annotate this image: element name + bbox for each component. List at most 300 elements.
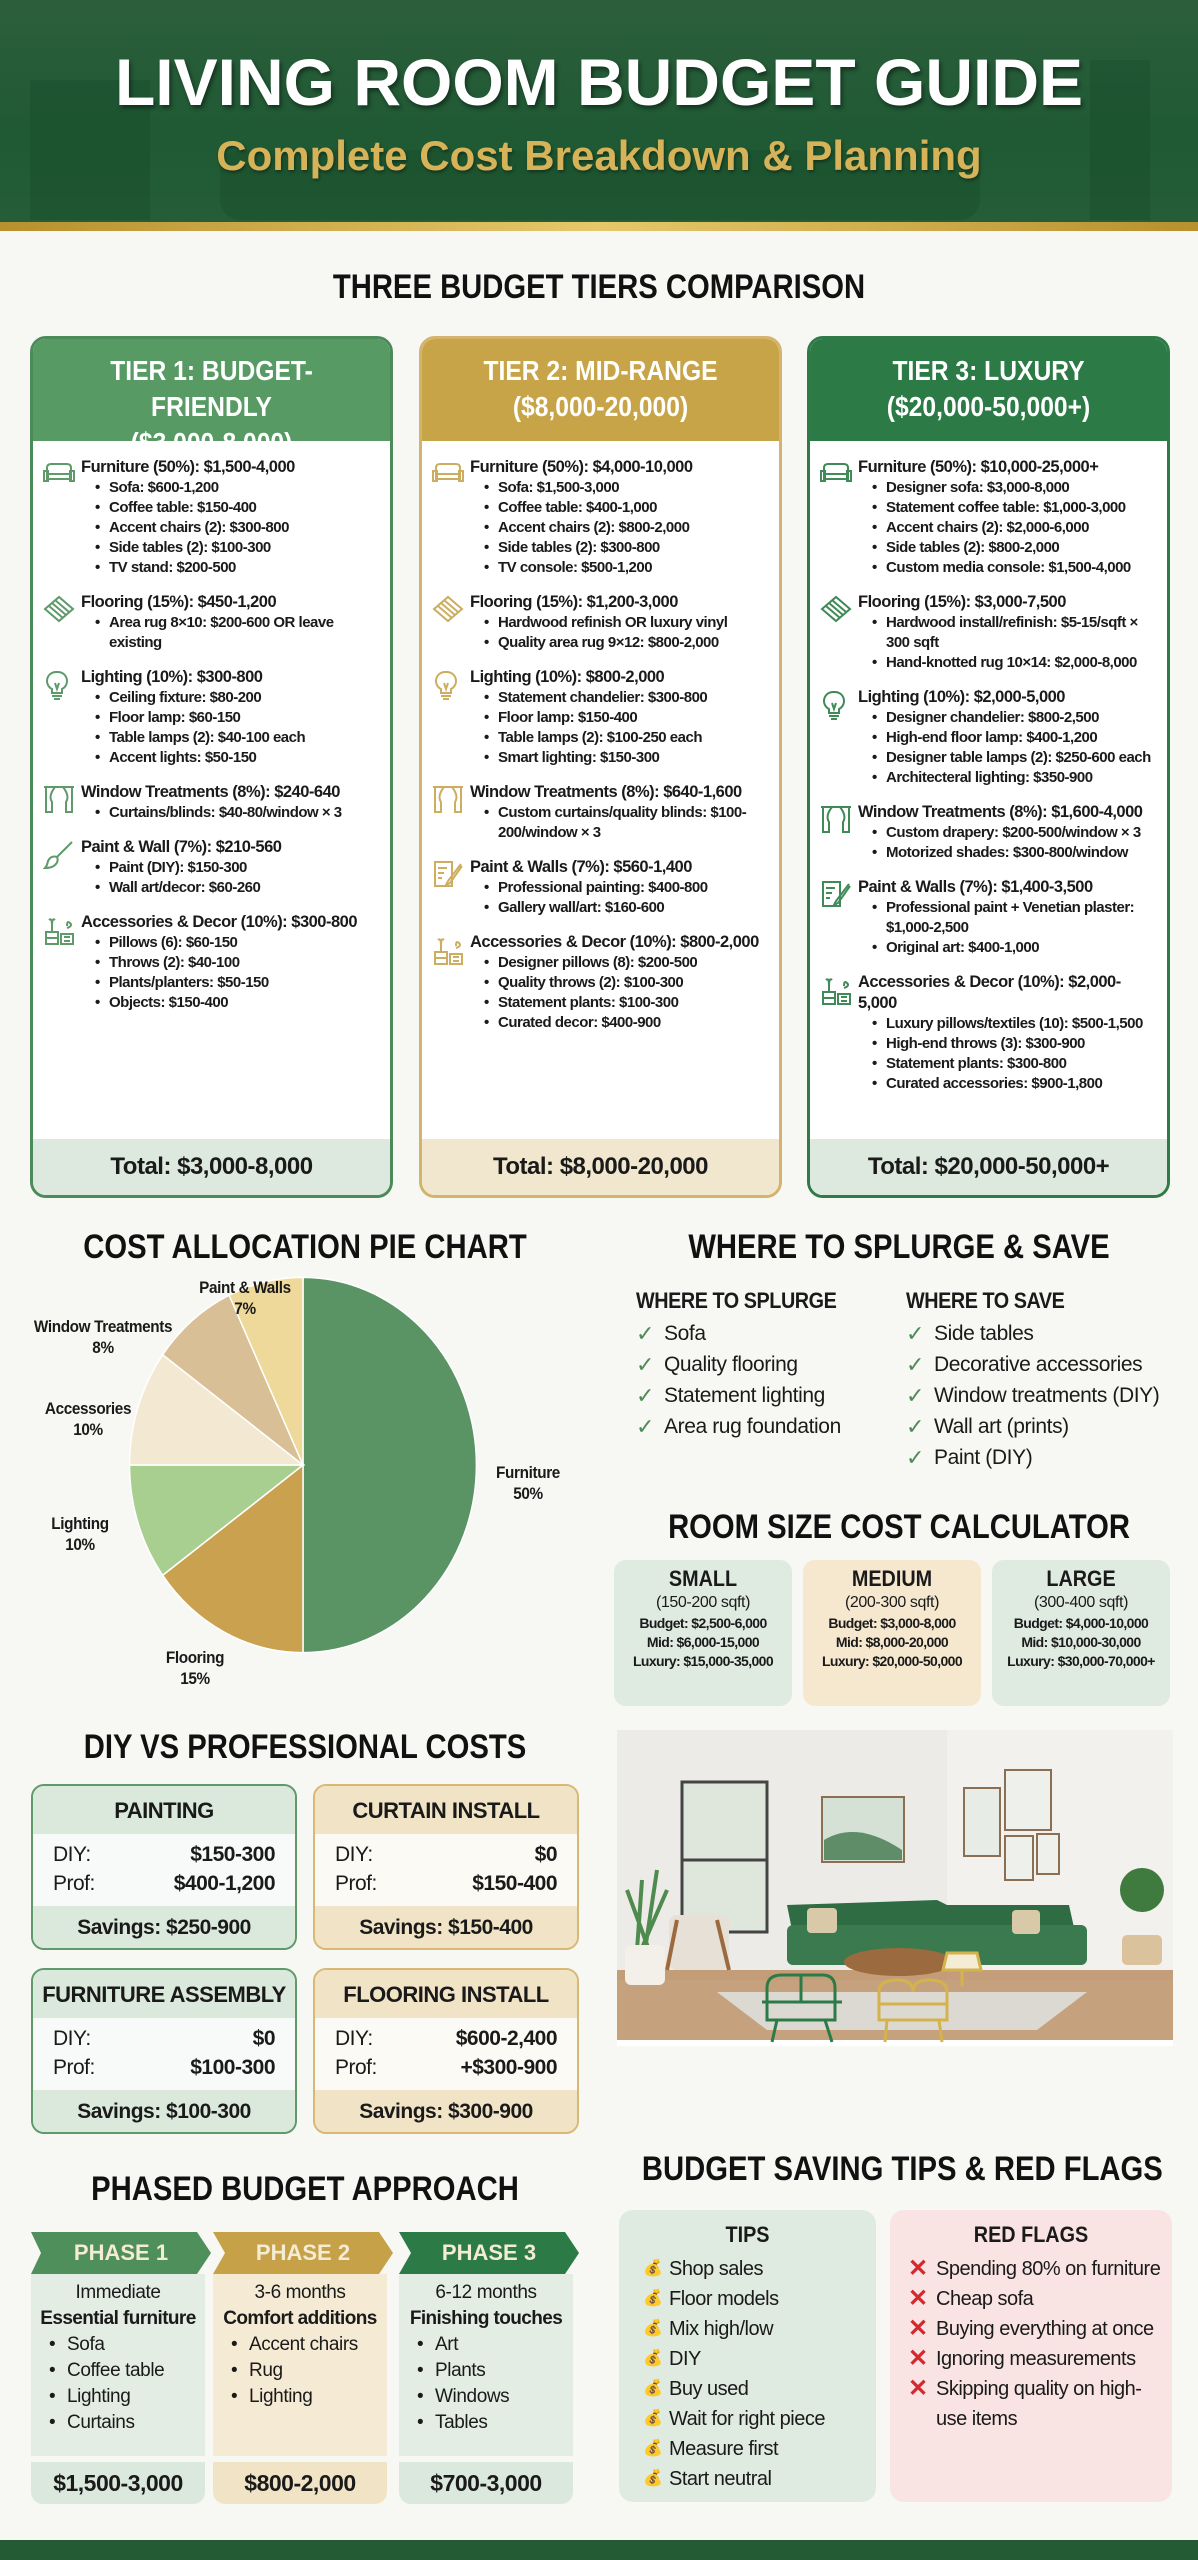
cost-allocation-pie-chart — [0, 1210, 600, 1700]
red-flag-item — [908, 2254, 1162, 2284]
category-items — [95, 803, 382, 823]
hero-banner — [0, 0, 1198, 222]
prof-cost: $100-300 — [190, 2056, 275, 2079]
diy-label: DIY: — [335, 2027, 373, 2050]
sofa-icon — [43, 457, 81, 578]
money-bag-icon: 💰 — [643, 2260, 663, 2277]
checklist-item-label: Quality flooring — [664, 1353, 798, 1376]
tip-label: Buy used — [669, 2378, 749, 2400]
diy-card-title: FLOORING INSTALL — [315, 1970, 577, 2018]
save-heading: WHERE TO SAVE — [906, 1288, 1065, 1313]
room-budget-cost: Budget: $3,000-8,000 — [828, 1615, 956, 1631]
phase-heading: Comfort additions — [223, 2308, 377, 2329]
phases-section-title: PHASED BUDGET APPROACH — [91, 2170, 519, 2208]
checklist-item — [906, 1349, 1159, 1380]
category-heading: Furniture (50%): $1,500-4,000 — [81, 458, 295, 476]
cost-category — [432, 592, 771, 653]
category-item: • Motorized shades: $300-800/window — [872, 843, 1159, 863]
phase-arrow — [399, 2232, 579, 2274]
diy-label: DIY: — [53, 1843, 91, 1866]
category-items — [872, 708, 1159, 788]
category-item: • Pillows (6): $60-150 — [95, 933, 382, 953]
phase-item: • Lighting — [231, 2384, 387, 2410]
checkmark-icon: ✓ — [636, 1414, 655, 1439]
diy-cost: $600-2,400 — [455, 2027, 557, 2050]
category-heading: Paint & Walls (7%): $1,400-3,500 — [858, 878, 1093, 896]
diy-card-title: FURNITURE ASSEMBLY — [33, 1970, 295, 2018]
category-heading: Window Treatments (8%): $240-640 — [81, 783, 340, 801]
prof-cost: $150-400 — [472, 1872, 557, 1895]
category-item: • Table lamps (2): $100-250 each — [484, 728, 771, 748]
curtains-icon — [820, 802, 858, 863]
category-heading: Accessories & Decor (10%): $2,000-5,000 — [858, 973, 1121, 1012]
category-items — [95, 613, 382, 653]
category-items — [872, 478, 1159, 578]
checklist-item-label: Window treatments (DIY) — [934, 1384, 1160, 1407]
phase-timing: 6-12 months — [435, 2282, 537, 2303]
category-item: • Designer table lamps (2): $250-600 each — [872, 748, 1159, 768]
category-item: • Quality throws (2): $100-300 — [484, 973, 771, 993]
room-size-sqft: (200-300 sqft) — [844, 1594, 939, 1611]
prof-cost-row — [53, 2053, 275, 2082]
diy-cost: $150-300 — [190, 1843, 275, 1866]
money-bag-icon: 💰 — [643, 2290, 663, 2307]
room-size-name: SMALL — [668, 1566, 738, 1591]
category-item: • Sofa: $1,500-3,000 — [484, 478, 771, 498]
phase-items — [417, 2332, 573, 2436]
cost-category — [43, 912, 382, 1013]
tier-name: TIER 1: BUDGET-FRIENDLY — [110, 355, 313, 422]
tier-header — [33, 339, 390, 458]
red-flag-label: Spending 80% on furniture — [936, 2258, 1161, 2280]
category-item: • Architecteral lighting: $350-900 — [872, 768, 1159, 788]
category-items — [872, 613, 1159, 673]
cost-category — [820, 687, 1159, 788]
checkmark-icon: ✓ — [906, 1321, 925, 1346]
category-item: • Accent chairs (2): $2,000-6,000 — [872, 518, 1159, 538]
checkmark-icon: ✓ — [906, 1352, 925, 1377]
prof-cost-row — [335, 2053, 557, 2082]
save-list — [906, 1288, 1159, 1473]
gold-divider — [0, 222, 1198, 231]
red-x-icon: ✕ — [908, 2345, 928, 2372]
red-flag-label: Cheap sofa — [936, 2288, 1034, 2310]
tips-heading: TIPS — [725, 2222, 770, 2247]
category-items — [484, 613, 771, 653]
diy-cost-row — [335, 2024, 557, 2053]
category-item: • Hand-knotted rug 10×14: $2,000-8,000 — [872, 653, 1159, 673]
diy-card-title: CURTAIN INSTALL — [315, 1786, 577, 1834]
curtains-icon — [432, 782, 470, 843]
diy-cost-row — [53, 2024, 275, 2053]
category-item: • Custom drapery: $200-500/window × 3 — [872, 823, 1159, 843]
decor-icon — [820, 972, 858, 1094]
category-item: • Table lamps (2): $40-100 each — [95, 728, 382, 748]
category-item: • High-end throws (3): $300-900 — [872, 1034, 1159, 1054]
room-size-name: LARGE — [1046, 1566, 1116, 1591]
tip-label: Floor models — [669, 2288, 779, 2310]
category-items — [484, 803, 771, 843]
paint-wall-icon — [432, 857, 470, 918]
tip-label: Mix high/low — [669, 2318, 774, 2340]
money-bag-icon: 💰 — [643, 2380, 663, 2397]
category-items — [484, 953, 771, 1033]
category-item: • Throws (2): $40-100 — [95, 953, 382, 973]
phase-heading: Finishing touches — [409, 2308, 563, 2329]
cost-category — [43, 782, 382, 823]
living-room-photo — [617, 1730, 1173, 2046]
phase-item: • Plants — [417, 2358, 573, 2384]
tier-header — [810, 339, 1167, 441]
tip-item — [643, 2284, 876, 2314]
category-item: • TV console: $500-1,200 — [484, 558, 771, 578]
category-item: • Curtains/blinds: $40-80/window × 3 — [95, 803, 382, 823]
lightbulb-icon — [43, 667, 81, 768]
checkmark-icon: ✓ — [636, 1352, 655, 1377]
category-heading: Lighting (10%): $300-800 — [81, 668, 263, 686]
phase-item: • Art — [417, 2332, 573, 2358]
tier-total: Total: $8,000-20,000 — [422, 1139, 779, 1195]
category-heading: Flooring (15%): $3,000-7,500 — [858, 593, 1066, 611]
cost-category — [820, 972, 1159, 1094]
money-bag-icon: 💰 — [643, 2320, 663, 2337]
phase-cost: $700-3,000 — [399, 2462, 573, 2504]
splurge-list — [636, 1288, 859, 1442]
lightbulb-icon — [432, 667, 470, 768]
phase-column-3 — [399, 2232, 579, 2504]
tips-section-title: BUDGET SAVING TIPS & RED FLAGS — [641, 2150, 1163, 2188]
checklist-item — [636, 1349, 859, 1380]
checklist-item-label: Side tables — [934, 1322, 1034, 1345]
category-heading: Window Treatments (8%): $640-1,600 — [470, 783, 742, 801]
red-x-icon: ✕ — [908, 2255, 928, 2282]
red-x-icon: ✕ — [908, 2285, 928, 2312]
category-item: • Statement coffee table: $1,000-3,000 — [872, 498, 1159, 518]
checklist-item — [906, 1442, 1159, 1473]
room-size-sqft: (300-400 sqft) — [1033, 1594, 1128, 1611]
category-item: • Coffee table: $400-1,000 — [484, 498, 771, 518]
phase-timing: 3-6 months — [254, 2282, 346, 2303]
checklist-item-label: Area rug foundation — [664, 1415, 841, 1438]
red-flag-label: Ignoring measurements — [936, 2348, 1136, 2370]
diy-card-furniture-assembly — [31, 1968, 297, 2134]
red-x-icon: ✕ — [908, 2315, 928, 2342]
phase-item: • Lighting — [49, 2384, 205, 2410]
tier-name: TIER 3: LUXURY — [892, 355, 1085, 386]
tip-label: DIY — [669, 2348, 701, 2370]
category-item: • Gallery wall/art: $160-600 — [484, 898, 771, 918]
phase-items — [231, 2332, 387, 2410]
cost-category — [432, 932, 771, 1033]
prof-label: Prof: — [53, 2056, 95, 2079]
pie-chart-title: COST ALLOCATION PIE CHART — [83, 1228, 527, 1266]
tip-label: Wait for right piece — [669, 2408, 825, 2430]
room-calc-title: ROOM SIZE COST CALCULATOR — [668, 1508, 1130, 1546]
category-item: • Objects: $150-400 — [95, 993, 382, 1013]
category-item: • Statement chandelier: $300-800 — [484, 688, 771, 708]
category-item: • Accent chairs (2): $800-2,000 — [484, 518, 771, 538]
checklist-item-label: Sofa — [664, 1322, 706, 1345]
category-items — [872, 823, 1159, 863]
category-heading: Accessories & Decor (10%): $800-2,000 — [470, 933, 759, 951]
page-subtitle: Complete Cost Breakdown & Planning — [216, 132, 982, 179]
category-item: • Ceiling fixture: $80-200 — [95, 688, 382, 708]
category-heading: Lighting (10%): $800-2,000 — [470, 668, 665, 686]
flooring-icon — [43, 592, 81, 653]
checklist-item — [636, 1318, 859, 1349]
tip-item — [643, 2374, 876, 2404]
diy-cost-row — [335, 1840, 557, 1869]
sofa-icon — [432, 457, 470, 578]
room-budget-cost: Budget: $2,500-6,000 — [639, 1615, 767, 1631]
category-item: • Accent chairs (2): $300-800 — [95, 518, 382, 538]
category-item: • Wall art/decor: $60-260 — [95, 878, 382, 898]
category-item: • TV stand: $200-500 — [95, 558, 382, 578]
checklist-item — [636, 1380, 859, 1411]
checklist-item-label: Statement lighting — [664, 1384, 825, 1407]
money-bag-icon: 💰 — [643, 2350, 663, 2367]
category-heading: Furniture (50%): $10,000-25,000+ — [858, 458, 1099, 476]
category-item: • Sofa: $600-1,200 — [95, 478, 382, 498]
room-budget-cost: Budget: $4,000-10,000 — [1013, 1615, 1149, 1631]
tiers-section-title: THREE BUDGET TIERS COMPARISON — [332, 268, 866, 306]
tier-total: Total: $3,000-8,000 — [33, 1139, 390, 1195]
red-flag-item — [908, 2284, 1162, 2314]
money-bag-icon: 💰 — [643, 2410, 663, 2427]
category-item: • Side tables (2): $800-2,000 — [872, 538, 1159, 558]
category-item: • Smart lighting: $150-300 — [484, 748, 771, 768]
category-heading: Paint & Wall (7%): $210-560 — [81, 838, 282, 856]
phase-name: PHASE 1 — [73, 2240, 169, 2265]
tier-body — [422, 441, 779, 1033]
money-bag-icon: 💰 — [643, 2440, 663, 2457]
diy-label: DIY: — [53, 2027, 91, 2050]
room-luxury-cost: Luxury: $15,000-35,000 — [632, 1653, 774, 1669]
tip-item — [643, 2464, 876, 2494]
checklist-item — [906, 1411, 1159, 1442]
diy-section-title: DIY VS PROFESSIONAL COSTS — [83, 1728, 527, 1766]
pie-label-lighting: Lighting 10% — [51, 1514, 109, 1554]
pie-label-paint: Paint & Walls 7% — [199, 1278, 291, 1318]
diy-card-title: PAINTING — [33, 1786, 295, 1834]
footer-bar — [0, 2540, 1198, 2560]
checklist-item-label: Paint (DIY) — [934, 1446, 1033, 1469]
category-item: • Custom curtains/quality blinds: $100-200/window × 3 — [484, 803, 771, 843]
category-items — [95, 933, 382, 1013]
prof-cost-row — [335, 1869, 557, 1898]
cost-category — [432, 457, 771, 578]
category-heading: Paint & Walls (7%): $560-1,400 — [470, 858, 692, 876]
red-flag-label: Skipping quality on high-use items — [936, 2378, 1142, 2430]
phase-arrow — [213, 2232, 393, 2274]
category-item: • Quality area rug 9×12: $800-2,000 — [484, 633, 771, 653]
cost-category — [43, 667, 382, 768]
tips-box — [619, 2210, 876, 2502]
checklist-item — [906, 1380, 1159, 1411]
checklist-item-label: Wall art (prints) — [934, 1415, 1069, 1438]
tip-item — [643, 2314, 876, 2344]
checklist-item — [906, 1318, 1159, 1349]
checkmark-icon: ✓ — [906, 1383, 925, 1408]
category-item: • Plants/planters: $50-150 — [95, 973, 382, 993]
room-size-sqft: (150-200 sqft) — [655, 1594, 750, 1611]
phase-item: • Tables — [417, 2410, 573, 2436]
savings: Savings: $100-300 — [33, 2090, 295, 2134]
flooring-icon — [820, 592, 858, 673]
category-items — [872, 898, 1159, 958]
checkmark-icon: ✓ — [636, 1383, 655, 1408]
room-luxury-cost: Luxury: $30,000-70,000+ — [1007, 1653, 1155, 1669]
red-flag-item — [908, 2314, 1162, 2344]
diy-card-flooring-install — [313, 1968, 579, 2134]
tier-name: TIER 2: MID-RANGE — [483, 355, 718, 386]
curtains-icon — [43, 782, 81, 823]
cost-category — [432, 667, 771, 768]
money-bag-icon: 💰 — [643, 2470, 663, 2487]
category-item: • Floor lamp: $150-400 — [484, 708, 771, 728]
category-item: • Area rug 8×10: $200-600 OR leave existing — [95, 613, 382, 653]
category-item: • Professional painting: $400-800 — [484, 878, 771, 898]
category-item: • Designer pillows (8): $200-500 — [484, 953, 771, 973]
room-size-name: MEDIUM — [851, 1566, 933, 1591]
cost-category — [820, 457, 1159, 578]
prof-label: Prof: — [335, 1872, 377, 1895]
prof-label: Prof: — [53, 1872, 95, 1895]
splurge-save-title: WHERE TO SPLURGE & SAVE — [688, 1228, 1110, 1266]
checkmark-icon: ✓ — [906, 1445, 925, 1470]
diy-card-curtain-install — [313, 1784, 579, 1950]
phase-column-2 — [213, 2232, 393, 2504]
room-size-card-small — [614, 1560, 792, 1706]
category-items — [484, 878, 771, 918]
category-item: • Side tables (2): $300-800 — [484, 538, 771, 558]
cost-category — [820, 592, 1159, 673]
category-item: • High-end floor lamp: $400-1,200 — [872, 728, 1159, 748]
phase-item: • Accent chairs — [231, 2332, 387, 2358]
phase-item: • Rug — [231, 2358, 387, 2384]
slice-furniture — [303, 1277, 476, 1652]
tier-card-1 — [30, 336, 393, 1198]
category-items — [484, 478, 771, 578]
room-luxury-cost: Luxury: $20,000-50,000 — [821, 1653, 963, 1669]
category-heading: Flooring (15%): $450-1,200 — [81, 593, 277, 611]
cost-category — [432, 782, 771, 843]
tip-label: Measure first — [669, 2438, 779, 2460]
category-items — [484, 688, 771, 768]
tip-item — [643, 2254, 876, 2284]
tip-label: Start neutral — [669, 2468, 772, 2490]
savings: Savings: $300-900 — [315, 2090, 577, 2134]
room-mid-cost: Mid: $10,000-30,000 — [1021, 1634, 1141, 1650]
cost-category — [43, 592, 382, 653]
phase-column-1 — [31, 2232, 211, 2504]
red-flags-heading: RED FLAGS — [973, 2222, 1089, 2247]
prof-cost: +$300-900 — [460, 2056, 557, 2079]
category-item: • Statement plants: $100-300 — [484, 993, 771, 1013]
category-item: • Designer chandelier: $800-2,500 — [872, 708, 1159, 728]
category-item: • Floor lamp: $60-150 — [95, 708, 382, 728]
room-mid-cost: Mid: $6,000-15,000 — [646, 1634, 760, 1650]
category-items — [95, 478, 382, 578]
phase-name: PHASE 3 — [441, 2240, 537, 2265]
tier-range: ($8,000-20,000) — [512, 391, 689, 422]
phase-cost: $1,500-3,000 — [31, 2462, 205, 2504]
tier-card-2 — [419, 336, 782, 1198]
sofa-icon — [820, 457, 858, 578]
room-size-card-large — [992, 1560, 1170, 1706]
category-item: • Accent lights: $50-150 — [95, 748, 382, 768]
tier-body — [33, 441, 390, 1013]
room-size-card-medium — [803, 1560, 981, 1706]
savings: Savings: $150-400 — [315, 1906, 577, 1950]
cost-category — [820, 877, 1159, 958]
tier-card-3 — [807, 336, 1170, 1198]
checklist-item — [636, 1411, 859, 1442]
category-heading: Accessories & Decor (10%): $300-800 — [81, 913, 357, 931]
category-items — [872, 1014, 1159, 1094]
paintbrush-icon — [43, 837, 81, 898]
category-items — [95, 688, 382, 768]
page-title: LIVING ROOM BUDGET GUIDE — [114, 45, 1084, 119]
paint-wall-icon — [820, 877, 858, 958]
savings: Savings: $250-900 — [33, 1906, 295, 1950]
tip-label: Shop sales — [669, 2258, 763, 2280]
diy-cost-row — [53, 1840, 275, 1869]
category-items — [95, 858, 382, 898]
phase-item: • Sofa — [49, 2332, 205, 2358]
room-mid-cost: Mid: $8,000-20,000 — [835, 1634, 949, 1650]
category-item: • Paint (DIY): $150-300 — [95, 858, 382, 878]
red-flag-item — [908, 2374, 1162, 2434]
category-item: • Luxury pillows/textiles (10): $500-1,500 — [872, 1014, 1159, 1034]
category-item: • Professional paint + Venetian plaster: $1,000-2,500 — [872, 898, 1159, 938]
flooring-icon — [432, 592, 470, 653]
cost-category — [432, 857, 771, 918]
category-item: • Hardwood refinish OR luxury vinyl — [484, 613, 771, 633]
tip-item — [643, 2344, 876, 2374]
phase-cost: $800-2,000 — [213, 2462, 387, 2504]
checkmark-icon: ✓ — [636, 1321, 655, 1346]
category-heading: Furniture (50%): $4,000-10,000 — [470, 458, 693, 476]
splurge-heading: WHERE TO SPLURGE — [636, 1288, 837, 1313]
tier-total: Total: $20,000-50,000+ — [810, 1139, 1167, 1195]
checklist-item-label: Decorative accessories — [934, 1353, 1143, 1376]
cost-category — [43, 837, 382, 898]
phase-heading: Essential furniture — [40, 2308, 196, 2329]
category-item: • Designer sofa: $3,000-8,000 — [872, 478, 1159, 498]
pie-label-flooring: Flooring 15% — [165, 1648, 225, 1688]
category-item: • Curated accessories: $900-1,800 — [872, 1074, 1159, 1094]
red-flag-item — [908, 2344, 1162, 2374]
diy-card-painting — [31, 1784, 297, 1950]
phase-item: • Coffee table — [49, 2358, 205, 2384]
lightbulb-icon — [820, 687, 858, 788]
prof-label: Prof: — [335, 2056, 377, 2079]
diy-cost: $0 — [252, 2027, 275, 2050]
phase-name: PHASE 2 — [255, 2240, 351, 2265]
phase-timing: Immediate — [75, 2282, 161, 2303]
phase-items — [49, 2332, 205, 2436]
tier-range: ($3,000-8,000) — [130, 427, 293, 458]
diy-label: DIY: — [335, 1843, 373, 1866]
checkmark-icon: ✓ — [906, 1414, 925, 1439]
category-heading: Flooring (15%): $1,200-3,000 — [470, 593, 678, 611]
pie-label-furniture: Furniture 50% — [496, 1463, 560, 1503]
tip-item — [643, 2434, 876, 2464]
cost-category — [820, 802, 1159, 863]
cost-category — [43, 457, 382, 578]
category-item: • Custom media console: $1,500-4,000 — [872, 558, 1159, 578]
